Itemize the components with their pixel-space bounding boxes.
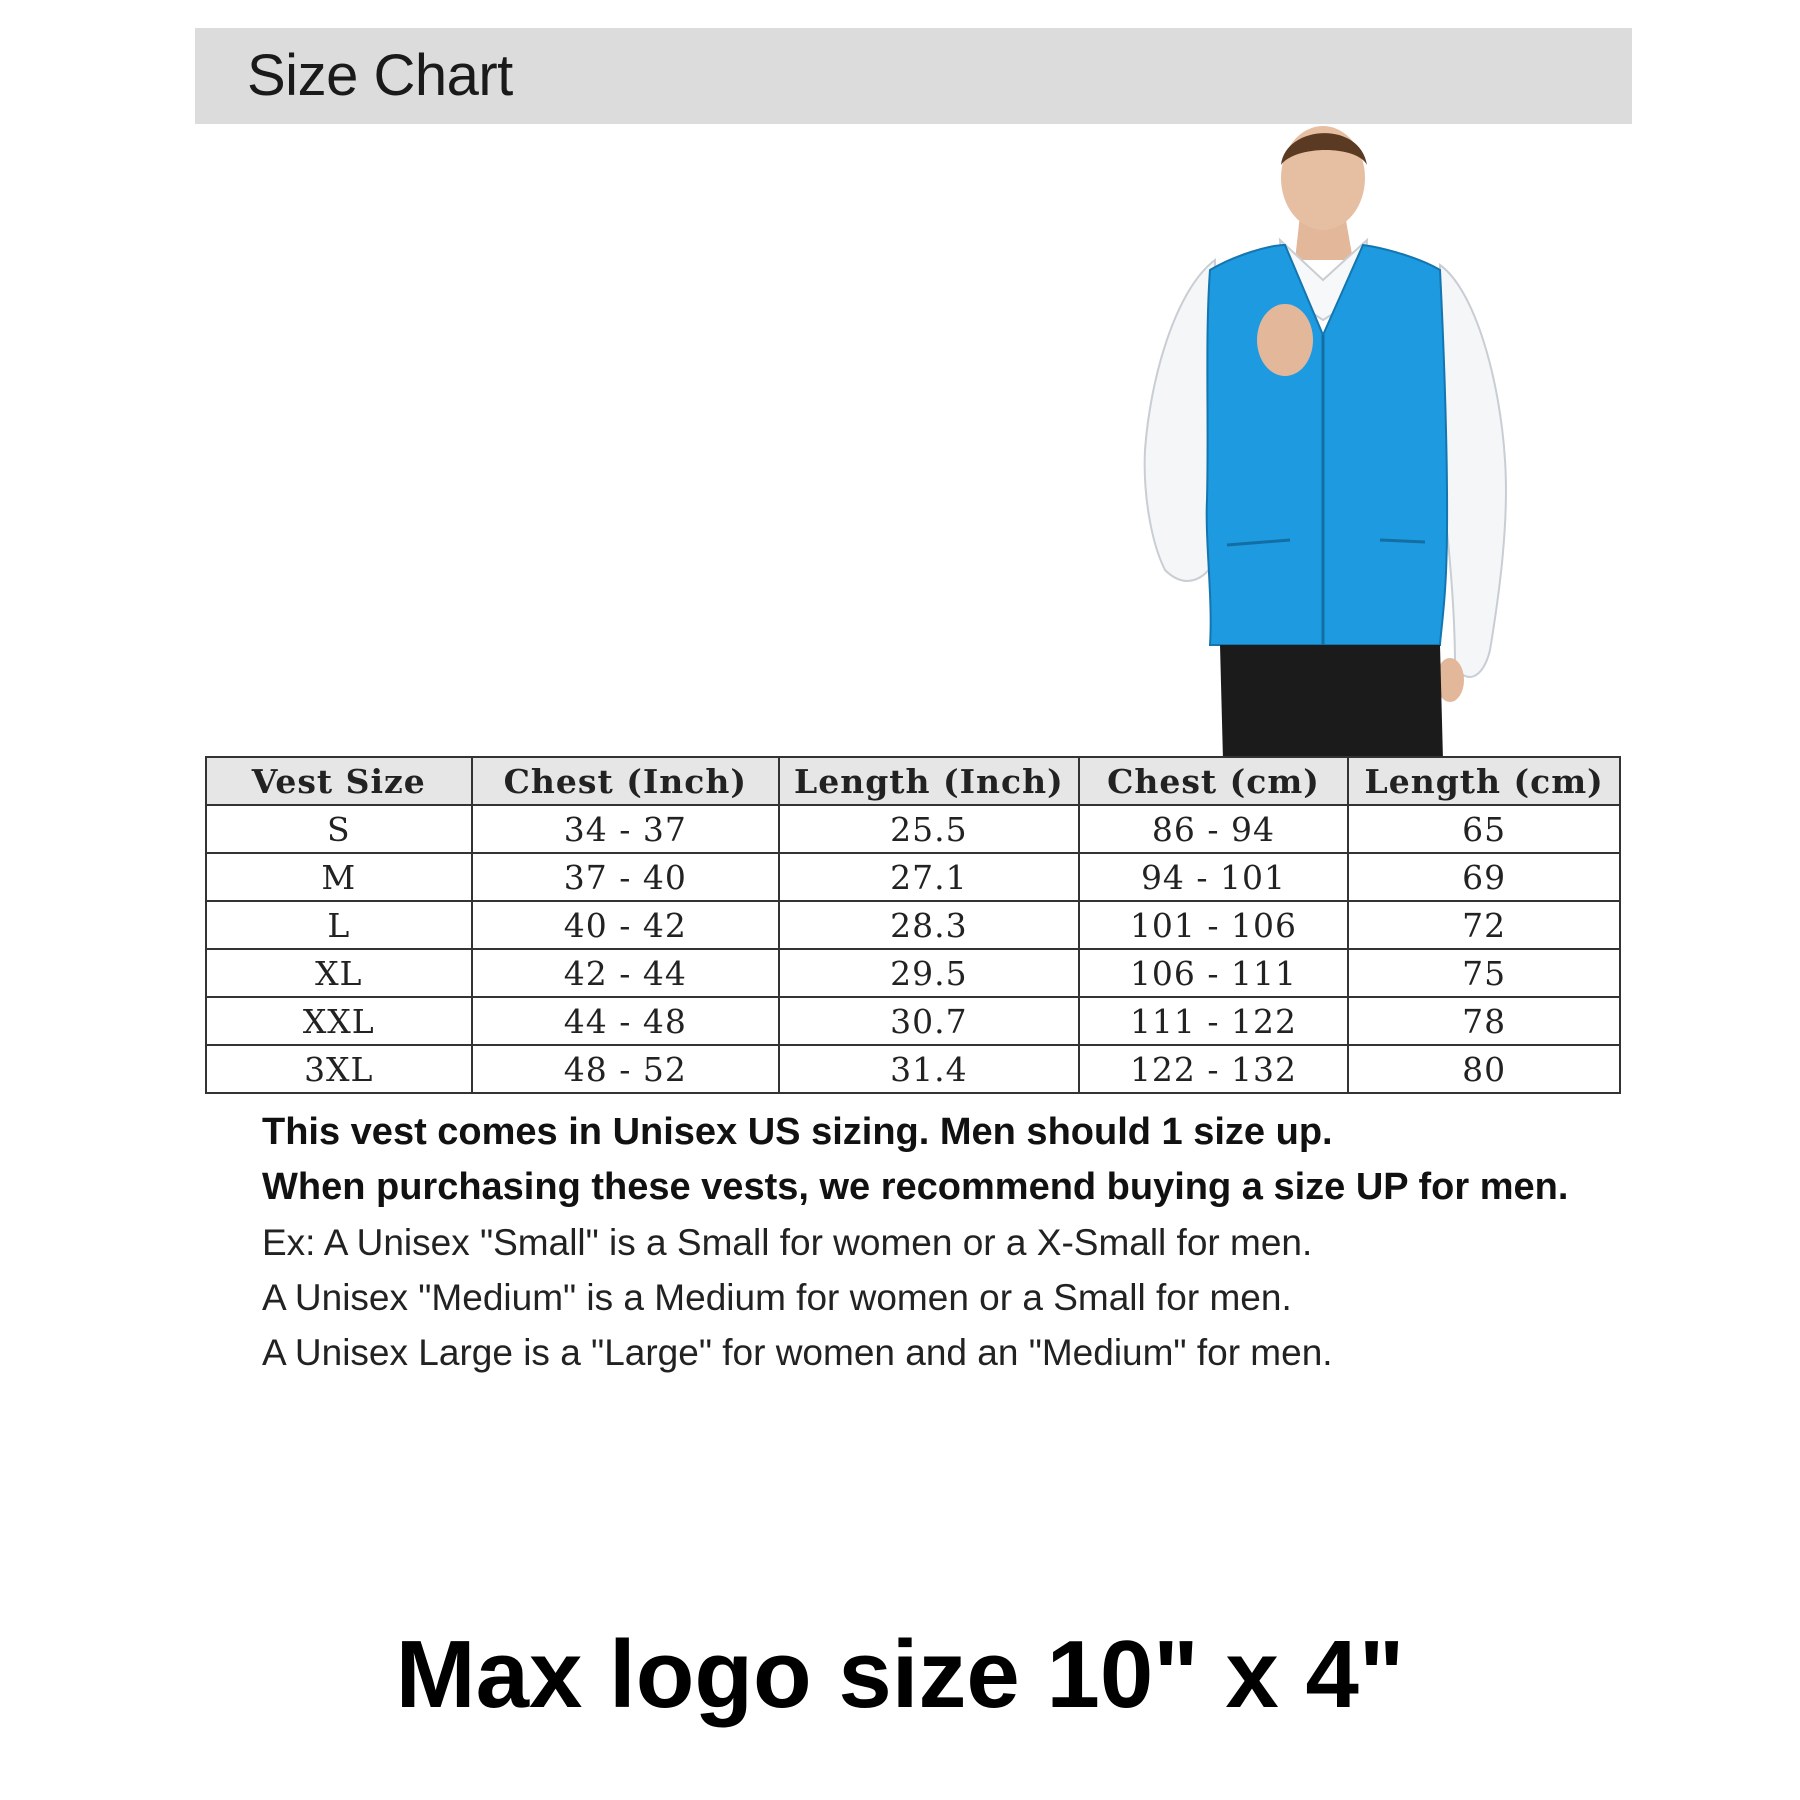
page-title: Size Chart <box>247 43 513 108</box>
sizing-example: A Unisex Large is a "Large" for women and an "Medium" for men. <box>262 1332 1333 1373</box>
column-header: Chest (cm) <box>1079 757 1349 805</box>
table-row <box>206 805 1620 853</box>
column-header: Chest (Inch) <box>472 757 780 805</box>
table-cell: 94 - 101 <box>1079 853 1349 901</box>
table-cell: 75 <box>1348 949 1620 997</box>
table-cell: 106 - 111 <box>1079 949 1349 997</box>
column-header: Length (Inch) <box>779 757 1079 805</box>
table-row <box>206 949 1620 997</box>
table-cell: 101 - 106 <box>1079 901 1349 949</box>
table-cell: M <box>206 853 472 901</box>
table-row <box>206 901 1620 949</box>
model-wearing-vest-image <box>1095 120 1555 760</box>
table-cell: 31.4 <box>779 1045 1079 1093</box>
table-cell: 48 - 52 <box>472 1045 780 1093</box>
table-cell: 86 - 94 <box>1079 805 1349 853</box>
max-logo-size-note: Max logo size 10" x 4" <box>395 1621 1405 1728</box>
table-cell: 37 - 40 <box>472 853 780 901</box>
table-cell: 78 <box>1348 997 1620 1045</box>
table-cell: 80 <box>1348 1045 1620 1093</box>
table-row <box>206 853 1620 901</box>
table-row <box>206 1045 1620 1093</box>
table-cell: 29.5 <box>779 949 1079 997</box>
table-cell: 40 - 42 <box>472 901 780 949</box>
table-cell: 34 - 37 <box>472 805 780 853</box>
table-row <box>206 997 1620 1045</box>
table-cell: 69 <box>1348 853 1620 901</box>
table-cell: 28.3 <box>779 901 1079 949</box>
table-header-row <box>206 757 1620 805</box>
table-cell: S <box>206 805 472 853</box>
table-cell: 44 - 48 <box>472 997 780 1045</box>
table-cell: 122 - 132 <box>1079 1045 1349 1093</box>
table-cell: 72 <box>1348 901 1620 949</box>
table-cell: 111 - 122 <box>1079 997 1349 1045</box>
sizing-note: When purchasing these vests, we recommend buying a size UP for men. <box>262 1166 1569 1208</box>
sizing-notes <box>262 1105 1622 1380</box>
size-chart-table <box>205 756 1621 1094</box>
table-cell: XXL <box>206 997 472 1045</box>
table-cell: 27.1 <box>779 853 1079 901</box>
table-cell: 25.5 <box>779 805 1079 853</box>
column-header: Vest Size <box>206 757 472 805</box>
table-cell: L <box>206 901 472 949</box>
sizing-note: This vest comes in Unisex US sizing. Men should 1 size up. <box>262 1111 1333 1153</box>
header-bar <box>195 28 1632 124</box>
sizing-example: A Unisex "Medium" is a Medium for women or a Small for men. <box>262 1277 1292 1318</box>
table-cell: 42 - 44 <box>472 949 780 997</box>
table-cell: 30.7 <box>779 997 1079 1045</box>
table-cell: XL <box>206 949 472 997</box>
table-cell: 3XL <box>206 1045 472 1093</box>
sizing-example: Ex: A Unisex "Small" is a Small for women or a X-Small for men. <box>262 1222 1313 1263</box>
column-header: Length (cm) <box>1348 757 1620 805</box>
table-cell: 65 <box>1348 805 1620 853</box>
